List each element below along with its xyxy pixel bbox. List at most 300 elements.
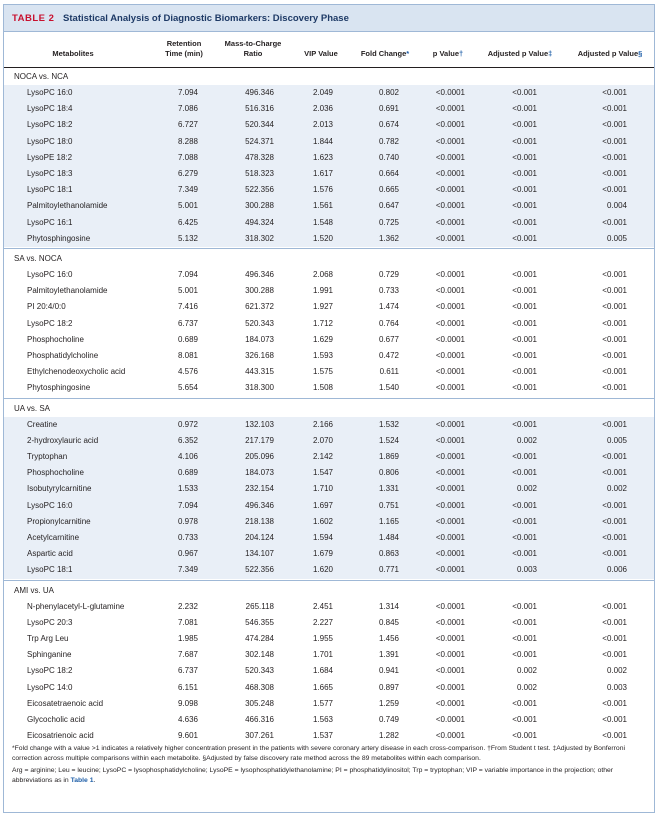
- adjusted-p-fdr-cell: <0.001: [602, 650, 627, 660]
- adjusted-p-bonferroni-cell: 0.002: [516, 484, 537, 494]
- p-value-cell: <0.0001: [435, 233, 465, 243]
- adjusted-p-fdr-cell: 0.003: [606, 682, 627, 692]
- p-value-cell: <0.0001: [435, 435, 465, 445]
- metabolite-name-cell: LysoPC 18:3: [27, 169, 73, 178]
- adjusted-p-bonferroni-cell: <0.001: [512, 468, 537, 478]
- adjusted-p-fdr-cell: <0.001: [602, 318, 627, 328]
- adjusted-p-fdr-cell: <0.001: [602, 120, 627, 130]
- vip-value-cell: 2.227: [312, 617, 333, 627]
- vip-value-cell: 1.710: [312, 484, 333, 494]
- metabolite-name-cell: Acetylcarnitine: [27, 533, 80, 542]
- adjusted-p-fdr-cell: 0.004: [606, 201, 627, 211]
- fold-change-cell: 1.540: [378, 383, 399, 393]
- table-row: [4, 85, 654, 101]
- header-rule: [4, 67, 654, 68]
- vip-value-cell: 1.697: [312, 500, 333, 510]
- header-adjusted-p-bonferroni: [478, 49, 562, 59]
- adjusted-p-bonferroni-cell: <0.001: [512, 383, 537, 393]
- retention-time-cell: 0.967: [177, 549, 198, 559]
- mass-to-charge-cell: 307.261: [245, 731, 274, 741]
- retention-time-cell: 7.687: [177, 650, 198, 660]
- footnote-abbreviations-text: Arg = arginine; Leu = leucine; LysoPC = lysophosphatidylcholine; LysoPE = lysophosphatidylethanolamine; PI = phosphatidylinositol; Trp = tryptophan; VIP = variable importance in the projection; other abbreviations as in: [12, 767, 614, 784]
- adjusted-p-fdr-cell: 0.002: [606, 666, 627, 676]
- retention-time-cell: 7.088: [177, 152, 198, 162]
- section-title: SA vs. NOCA: [14, 254, 63, 263]
- retention-time-cell: 0.689: [177, 334, 198, 344]
- metabolite-name-cell: Creatine: [27, 419, 58, 429]
- vip-value-cell: 1.575: [312, 367, 333, 377]
- mass-to-charge-cell: 218.138: [245, 516, 274, 526]
- retention-time-cell: 6.352: [177, 435, 198, 445]
- adjusted-p-fdr-cell: <0.001: [602, 516, 627, 526]
- fold-change-cell: 0.863: [378, 549, 399, 559]
- metabolite-name-cell: Phosphocholine: [27, 334, 84, 344]
- mass-to-charge-cell: 318.302: [245, 233, 274, 243]
- adjusted-p-bonferroni-cell: <0.001: [512, 152, 537, 162]
- fold-change-cell: 1.282: [378, 731, 399, 741]
- adjusted-p-bonferroni-cell: <0.001: [512, 185, 537, 195]
- vip-value-cell: 1.665: [312, 682, 333, 692]
- retention-time-cell: 2.232: [177, 601, 198, 611]
- vip-value-cell: 1.712: [312, 318, 333, 328]
- p-value-cell: <0.0001: [435, 731, 465, 741]
- header-adj-p-text: Adjusted p Value: [487, 49, 549, 58]
- retention-time-cell: 4.576: [177, 367, 198, 377]
- fold-change-cell: 0.897: [378, 682, 399, 692]
- p-value-cell: <0.0001: [435, 500, 465, 510]
- header-adj-fdr-mark: §: [638, 49, 643, 58]
- fold-change-cell: 0.845: [378, 617, 399, 627]
- section-title: NOCA vs. NCA: [14, 72, 69, 81]
- p-value-cell: <0.0001: [435, 601, 465, 611]
- adjusted-p-bonferroni-cell: <0.001: [512, 549, 537, 559]
- vip-value-cell: 1.701: [312, 650, 333, 660]
- fold-change-cell: 0.764: [378, 318, 399, 328]
- adjusted-p-fdr-cell: <0.001: [602, 136, 627, 146]
- adjusted-p-bonferroni-cell: <0.001: [512, 201, 537, 211]
- retention-time-cell: 6.727: [177, 120, 198, 130]
- retention-time-cell: 4.106: [177, 452, 198, 461]
- adjusted-p-fdr-cell: <0.001: [602, 549, 627, 559]
- p-value-cell: <0.0001: [435, 533, 465, 542]
- adjusted-p-bonferroni-cell: <0.001: [512, 650, 537, 660]
- fold-change-cell: 0.782: [378, 136, 399, 146]
- retention-time-cell: 6.151: [177, 682, 198, 692]
- adjusted-p-fdr-cell: <0.001: [602, 169, 627, 178]
- p-value-cell: <0.0001: [435, 650, 465, 660]
- retention-time-cell: 7.416: [177, 302, 198, 312]
- adjusted-p-bonferroni-cell: <0.001: [512, 516, 537, 526]
- adjusted-p-fdr-cell: <0.001: [602, 286, 627, 296]
- retention-time-cell: 1.985: [177, 634, 198, 643]
- adjusted-p-fdr-cell: <0.001: [602, 500, 627, 510]
- table-header: [4, 36, 654, 67]
- adjusted-p-bonferroni-cell: <0.001: [512, 351, 537, 360]
- metabolite-name-cell: LysoPC 18:1: [27, 185, 73, 195]
- adjusted-p-fdr-cell: <0.001: [602, 217, 627, 227]
- section-divider: [4, 398, 654, 399]
- p-value-cell: <0.0001: [435, 698, 465, 708]
- adjusted-p-bonferroni-cell: <0.001: [512, 286, 537, 296]
- header-vip-text: VIP Value: [304, 49, 338, 58]
- mass-to-charge-cell: 302.148: [245, 650, 274, 660]
- metabolite-name-cell: Palmitoylethanolamide: [27, 201, 108, 211]
- mass-to-charge-cell: 474.284: [245, 634, 274, 643]
- header-p-text: p Value: [432, 49, 460, 58]
- mass-to-charge-cell: 134.107: [245, 549, 274, 559]
- table-row: [4, 498, 654, 514]
- adjusted-p-bonferroni-cell: <0.001: [512, 617, 537, 627]
- p-value-cell: <0.0001: [435, 666, 465, 676]
- p-value-cell: <0.0001: [435, 419, 465, 429]
- retention-time-cell: 7.094: [177, 88, 198, 97]
- fold-change-cell: 0.729: [378, 270, 399, 279]
- mass-to-charge-cell: 466.316: [245, 715, 274, 724]
- table-row: [4, 182, 654, 198]
- metabolite-name-cell: Trp Arg Leu: [27, 634, 69, 643]
- vip-value-cell: 2.142: [312, 452, 333, 461]
- table-row: [4, 530, 654, 546]
- retention-time-cell: 4.636: [177, 715, 198, 724]
- fold-change-cell: 0.647: [378, 201, 399, 211]
- vip-value-cell: 1.561: [312, 201, 333, 211]
- vip-value-cell: 1.623: [312, 152, 333, 162]
- fold-change-cell: 1.456: [378, 634, 399, 643]
- table-row: [4, 562, 654, 578]
- vip-value-cell: 2.049: [312, 88, 333, 97]
- adjusted-p-bonferroni-cell: <0.001: [512, 334, 537, 344]
- header-metabolites: [18, 49, 128, 59]
- mass-to-charge-cell: 520.343: [245, 666, 274, 676]
- p-value-cell: <0.0001: [435, 484, 465, 494]
- vip-value-cell: 1.508: [312, 383, 333, 393]
- mass-to-charge-cell: 494.324: [245, 217, 274, 227]
- table-row: [4, 267, 654, 283]
- table-row: [4, 299, 654, 315]
- table-row: [4, 433, 654, 449]
- table-row: [4, 231, 654, 247]
- header-p-value: [422, 49, 474, 59]
- fold-change-cell: 1.259: [378, 698, 399, 708]
- table-row: [4, 546, 654, 562]
- adjusted-p-fdr-cell: <0.001: [602, 617, 627, 627]
- table-title-bar: [4, 5, 654, 32]
- retention-time-cell: 7.094: [177, 270, 198, 279]
- vip-value-cell: 2.070: [312, 435, 333, 445]
- retention-time-cell: 6.737: [177, 666, 198, 676]
- fold-change-cell: 1.484: [378, 533, 399, 542]
- table-row: [4, 449, 654, 465]
- header-rt-line1: Retention: [166, 39, 202, 48]
- mass-to-charge-cell: 184.073: [245, 468, 274, 478]
- p-value-cell: <0.0001: [435, 682, 465, 692]
- metabolite-name-cell: LysoPC 18:1: [27, 565, 73, 575]
- metabolite-name-cell: LysoPC 14:0: [27, 682, 73, 692]
- adjusted-p-bonferroni-cell: 0.002: [516, 682, 537, 692]
- metabolite-name-cell: Eicosatetraenoic acid: [27, 698, 104, 708]
- adjusted-p-fdr-cell: <0.001: [602, 351, 627, 360]
- adjusted-p-fdr-cell: <0.001: [602, 185, 627, 195]
- adjusted-p-bonferroni-cell: <0.001: [512, 698, 537, 708]
- fold-change-cell: 0.677: [378, 334, 399, 344]
- metabolite-name-cell: Sphinganine: [27, 650, 72, 660]
- table-row: [4, 712, 654, 728]
- fold-change-cell: 1.391: [378, 650, 399, 660]
- retention-time-cell: 7.094: [177, 500, 198, 510]
- metabolite-name-cell: LysoPC 16:0: [27, 88, 73, 97]
- p-value-cell: <0.0001: [435, 169, 465, 178]
- metabolite-name-cell: LysoPC 18:0: [27, 136, 73, 146]
- adjusted-p-bonferroni-cell: <0.001: [512, 715, 537, 724]
- mass-to-charge-cell: 232.154: [245, 484, 274, 494]
- adjusted-p-bonferroni-cell: <0.001: [512, 270, 537, 279]
- header-adj-p-mark: ‡: [548, 49, 553, 58]
- metabolite-name-cell: Eicosatrienoic acid: [27, 731, 94, 741]
- retention-time-cell: 5.001: [177, 201, 198, 211]
- retention-time-cell: 6.279: [177, 169, 198, 178]
- fold-change-cell: 1.362: [378, 233, 399, 243]
- fold-change-cell: 0.664: [378, 169, 399, 178]
- table-title: Statistical Analysis of Diagnostic Biomarkers: Discovery Phase: [63, 13, 349, 24]
- table-row: [4, 465, 654, 481]
- adjusted-p-bonferroni-cell: <0.001: [512, 302, 537, 312]
- retention-time-cell: 5.132: [177, 233, 198, 243]
- vip-value-cell: 1.593: [312, 351, 333, 360]
- metabolite-name-cell: Phytosphingosine: [27, 383, 91, 393]
- retention-time-cell: 0.978: [177, 516, 198, 526]
- adjusted-p-fdr-cell: <0.001: [602, 383, 627, 393]
- mass-to-charge-cell: 468.308: [245, 682, 274, 692]
- vip-value-cell: 2.068: [312, 270, 333, 279]
- adjusted-p-bonferroni-cell: <0.001: [512, 634, 537, 643]
- table-row: [4, 166, 654, 182]
- footnote-abbreviations-end: .: [93, 776, 96, 784]
- footnote-abbreviations: [12, 766, 646, 785]
- fold-change-cell: 0.733: [378, 286, 399, 296]
- metabolite-name-cell: Glycocholic acid: [27, 715, 85, 724]
- fold-change-cell: 0.806: [378, 468, 399, 478]
- metabolite-name-cell: LysoPC 20:3: [27, 617, 73, 627]
- adjusted-p-bonferroni-cell: <0.001: [512, 169, 537, 178]
- table-row: [4, 481, 654, 497]
- table-row: [4, 198, 654, 214]
- fold-change-cell: 0.611: [379, 367, 399, 377]
- adjusted-p-fdr-cell: 0.006: [606, 565, 627, 575]
- vip-value-cell: 2.013: [312, 120, 333, 130]
- retention-time-cell: 0.972: [177, 419, 198, 429]
- section-divider: [4, 580, 654, 581]
- table-frame: [3, 4, 655, 813]
- adjusted-p-bonferroni-cell: <0.001: [512, 500, 537, 510]
- fold-change-cell: 0.691: [378, 104, 399, 114]
- mass-to-charge-cell: 496.346: [245, 500, 274, 510]
- fold-change-cell: 1.314: [378, 601, 399, 611]
- table-row: [4, 599, 654, 615]
- vip-value-cell: 1.927: [312, 302, 333, 312]
- adjusted-p-fdr-cell: <0.001: [602, 88, 627, 97]
- table-row: [4, 150, 654, 166]
- adjusted-p-bonferroni-cell: <0.001: [512, 88, 537, 97]
- fold-change-cell: 0.740: [378, 152, 399, 162]
- vip-value-cell: 2.036: [312, 104, 333, 114]
- mass-to-charge-cell: 217.179: [245, 435, 274, 445]
- metabolite-name-cell: Phosphocholine: [27, 468, 84, 478]
- adjusted-p-fdr-cell: <0.001: [602, 152, 627, 162]
- mass-to-charge-cell: 621.372: [245, 302, 274, 312]
- header-fc-text: Fold Change: [360, 49, 407, 58]
- p-value-cell: <0.0001: [435, 351, 465, 360]
- metabolite-name-cell: LysoPC 18:2: [27, 120, 73, 130]
- header-mz-line1: Mass-to-Charge: [224, 39, 282, 48]
- header-mz-line2: Ratio: [243, 49, 263, 58]
- table-row: [4, 283, 654, 299]
- vip-value-cell: 1.955: [312, 634, 333, 643]
- adjusted-p-fdr-cell: <0.001: [602, 715, 627, 724]
- mass-to-charge-cell: 516.316: [245, 104, 274, 114]
- fold-change-cell: 1.532: [378, 419, 399, 429]
- table-row: [4, 101, 654, 117]
- retention-time-cell: 8.081: [177, 351, 198, 360]
- table-row: [4, 663, 654, 679]
- mass-to-charge-cell: 305.248: [245, 698, 274, 708]
- adjusted-p-bonferroni-cell: 0.002: [516, 435, 537, 445]
- header-metabolites-text: Metabolites: [52, 49, 94, 58]
- mass-to-charge-cell: 265.118: [245, 601, 274, 611]
- p-value-cell: <0.0001: [435, 549, 465, 559]
- mass-to-charge-cell: 205.096: [245, 452, 274, 461]
- p-value-cell: <0.0001: [435, 270, 465, 279]
- retention-time-cell: 7.349: [177, 565, 198, 575]
- adjusted-p-fdr-cell: 0.002: [606, 484, 627, 494]
- adjusted-p-bonferroni-cell: <0.001: [512, 120, 537, 130]
- vip-value-cell: 1.617: [312, 169, 333, 178]
- header-vip: [296, 49, 346, 59]
- table-label: TABLE 2: [12, 13, 55, 24]
- adjusted-p-fdr-cell: 0.005: [606, 233, 627, 243]
- fold-change-cell: 0.771: [378, 565, 399, 575]
- adjusted-p-fdr-cell: <0.001: [602, 367, 627, 377]
- metabolite-name-cell: Ethylchenodeoxycholic acid: [27, 367, 126, 377]
- vip-value-cell: 1.547: [312, 468, 333, 478]
- vip-value-cell: 1.537: [312, 731, 333, 741]
- p-value-cell: <0.0001: [435, 715, 465, 724]
- p-value-cell: <0.0001: [435, 88, 465, 97]
- fold-change-cell: 1.524: [378, 435, 399, 445]
- adjusted-p-bonferroni-cell: <0.001: [512, 104, 537, 114]
- table-row: [4, 348, 654, 364]
- table-row: [4, 631, 654, 647]
- table-row: [4, 332, 654, 348]
- header-fold-change: [352, 49, 418, 59]
- metabolite-name-cell: LysoPC 16:0: [27, 500, 73, 510]
- mass-to-charge-cell: 496.346: [245, 88, 274, 97]
- vip-value-cell: 1.844: [312, 136, 333, 146]
- fold-change-cell: 0.674: [378, 120, 399, 130]
- adjusted-p-fdr-cell: <0.001: [602, 731, 627, 741]
- vip-value-cell: 1.576: [312, 185, 333, 195]
- header-mass-to-charge: [217, 39, 289, 59]
- fold-change-cell: 0.725: [378, 217, 399, 227]
- retention-time-cell: 5.001: [177, 286, 198, 296]
- metabolite-name-cell: N-phenylacetyl-L-glutamine: [27, 601, 125, 611]
- adjusted-p-bonferroni-cell: <0.001: [512, 136, 537, 146]
- mass-to-charge-cell: 478.328: [245, 152, 274, 162]
- adjusted-p-fdr-cell: <0.001: [602, 334, 627, 344]
- p-value-cell: <0.0001: [435, 185, 465, 195]
- retention-time-cell: 1.533: [177, 484, 198, 494]
- vip-value-cell: 1.548: [312, 217, 333, 227]
- metabolite-name-cell: Palmitoylethanolamide: [27, 286, 108, 296]
- p-value-cell: <0.0001: [435, 201, 465, 211]
- p-value-cell: <0.0001: [435, 334, 465, 344]
- retention-time-cell: 0.689: [177, 468, 198, 478]
- metabolite-name-cell: LysoPC 16:1: [27, 217, 73, 227]
- adjusted-p-fdr-cell: <0.001: [602, 302, 627, 312]
- fold-change-cell: 0.751: [378, 500, 399, 510]
- vip-value-cell: 1.684: [312, 666, 333, 676]
- metabolite-name-cell: PI 20:4/0:0: [27, 302, 66, 312]
- retention-time-cell: 5.654: [177, 383, 198, 393]
- p-value-cell: <0.0001: [435, 104, 465, 114]
- mass-to-charge-cell: 546.355: [245, 617, 274, 627]
- table-1-link[interactable]: Table 1: [70, 776, 94, 784]
- fold-change-cell: 1.165: [378, 516, 399, 526]
- fold-change-cell: 0.472: [378, 351, 399, 360]
- section-divider: [4, 248, 654, 249]
- mass-to-charge-cell: 300.288: [245, 201, 274, 211]
- mass-to-charge-cell: 300.288: [245, 286, 274, 296]
- p-value-cell: <0.0001: [435, 634, 465, 643]
- retention-time-cell: 8.288: [177, 136, 198, 146]
- fold-change-cell: 0.749: [378, 715, 399, 724]
- header-adjusted-p-fdr: [567, 49, 653, 59]
- fold-change-cell: 0.941: [378, 666, 399, 676]
- metabolite-name-cell: LysoPC 18:4: [27, 104, 73, 114]
- p-value-cell: <0.0001: [435, 383, 465, 393]
- retention-time-cell: 7.349: [177, 185, 198, 195]
- metabolite-name-cell: LysoPC 18:2: [27, 318, 73, 328]
- adjusted-p-fdr-cell: <0.001: [602, 452, 627, 461]
- vip-value-cell: 2.451: [312, 601, 333, 611]
- mass-to-charge-cell: 518.323: [245, 169, 274, 178]
- mass-to-charge-cell: 520.344: [245, 120, 274, 130]
- mass-to-charge-cell: 522.356: [245, 565, 274, 575]
- table-row: [4, 696, 654, 712]
- vip-value-cell: 1.991: [312, 286, 333, 296]
- metabolite-name-cell: LysoPE 18:2: [27, 152, 73, 162]
- footnote-definitions: *Fold change with a value >1 indicates a relatively higher concentration present in the patients with severe coronary artery disease in each cross-comparison. †From Student t test. ‡Adjusted by Bonferroni correction across multiple comparisons within each metabolite. §Adjusted by false discovery rate method across the 89 metabolites within each comparison.: [12, 745, 625, 762]
- adjusted-p-bonferroni-cell: <0.001: [512, 217, 537, 227]
- metabolite-name-cell: Aspartic acid: [27, 549, 73, 559]
- vip-value-cell: 2.166: [312, 419, 333, 429]
- adjusted-p-fdr-cell: <0.001: [602, 634, 627, 643]
- vip-value-cell: 1.629: [312, 334, 333, 344]
- metabolite-name-cell: Phytosphingosine: [27, 233, 91, 243]
- table-row: [4, 680, 654, 696]
- vip-value-cell: 1.520: [312, 233, 333, 243]
- table-row: [4, 728, 654, 744]
- adjusted-p-bonferroni-cell: 0.003: [516, 565, 537, 575]
- fold-change-cell: 1.474: [378, 302, 399, 312]
- metabolite-name-cell: Tryptophan: [27, 452, 68, 461]
- vip-value-cell: 1.563: [312, 715, 333, 724]
- header-fc-mark: *: [406, 49, 410, 58]
- fold-change-cell: 1.331: [378, 484, 399, 494]
- retention-time-cell: 7.081: [177, 617, 198, 627]
- mass-to-charge-cell: 524.371: [245, 136, 274, 146]
- vip-value-cell: 1.679: [312, 549, 333, 559]
- retention-time-cell: 0.733: [177, 533, 198, 542]
